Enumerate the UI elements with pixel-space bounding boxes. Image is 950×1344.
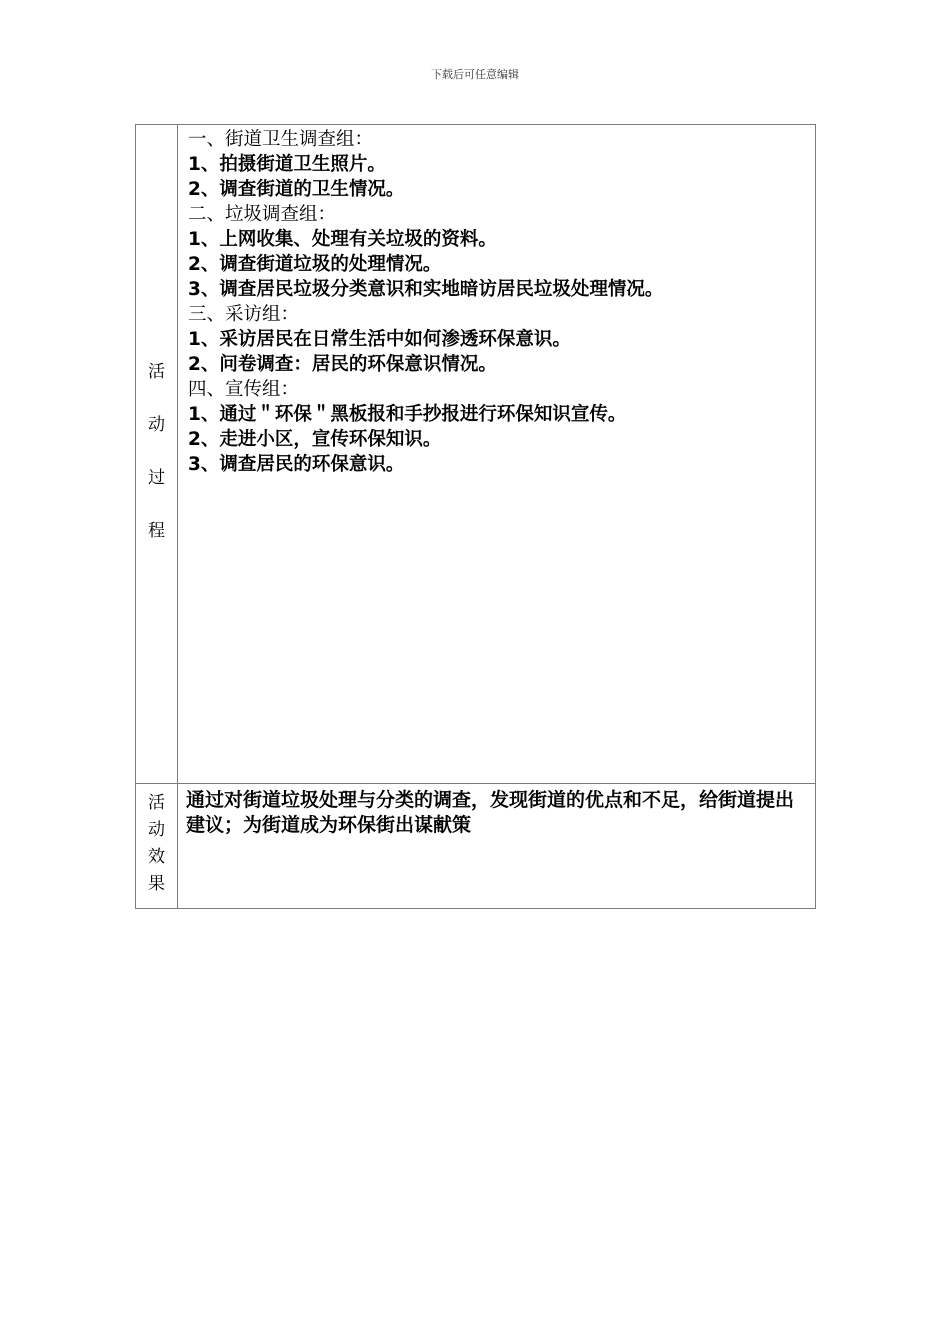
process-group-heading: 二、垃圾调查组： — [188, 204, 337, 225]
process-group-heading: 四、宣传组： — [188, 379, 300, 400]
effect-label-char: 动 — [148, 820, 165, 840]
process-list-item: 1、采访居民在日常生活中如何渗透环保意识。 — [188, 329, 571, 350]
process-list-item: 2、走进小区，宣传环保知识。 — [188, 429, 442, 450]
effect-label-char: 果 — [148, 874, 165, 894]
process-list-item: 1、拍摄街道卫生照片。 — [188, 154, 386, 175]
effect-label-cell — [136, 784, 178, 909]
process-group-heading: 一、街道卫生调查组： — [188, 129, 374, 150]
activity-process-row — [136, 125, 816, 784]
process-label-cell — [136, 125, 178, 784]
process-list-item: 2、问卷调查：居民的环保意识情况。 — [188, 354, 497, 375]
process-list-item: 1、上网收集、处理有关垃圾的资料。 — [188, 229, 497, 250]
process-content — [178, 125, 815, 477]
process-label-char: 程 — [148, 521, 165, 541]
process-content-cell — [178, 125, 816, 784]
effect-label — [136, 784, 177, 894]
process-label-char: 活 — [148, 362, 165, 382]
process-label-char: 动 — [148, 415, 165, 435]
process-list-item: 1、通过＂环保＂黑板报和手抄报进行环保知识宣传。 — [188, 404, 627, 425]
activity-effect-row — [136, 784, 816, 909]
effect-content-cell — [178, 784, 816, 909]
process-group-heading: 三、采访组： — [188, 304, 300, 325]
effect-label-char: 效 — [148, 847, 165, 867]
page-header-note: 下载后可任意编辑 — [431, 68, 519, 81]
process-label — [136, 125, 177, 541]
process-list-item: 3、调查居民垃圾分类意识和实地暗访居民垃圾处理情况。 — [188, 279, 664, 300]
effect-text: 通过对街道垃圾处理与分类的调查，发现街道的优点和不足，给街道提出建议；为街道成为环保街出谋献策 — [186, 789, 795, 836]
process-label-char: 过 — [148, 468, 165, 488]
process-list-item: 3、调查居民的环保意识。 — [188, 454, 405, 475]
effect-label-char: 活 — [148, 793, 165, 813]
activity-table — [135, 124, 816, 909]
process-list-item: 2、调查街道的卫生情况。 — [188, 179, 405, 200]
process-list-item: 2、调查街道垃圾的处理情况。 — [188, 254, 442, 275]
